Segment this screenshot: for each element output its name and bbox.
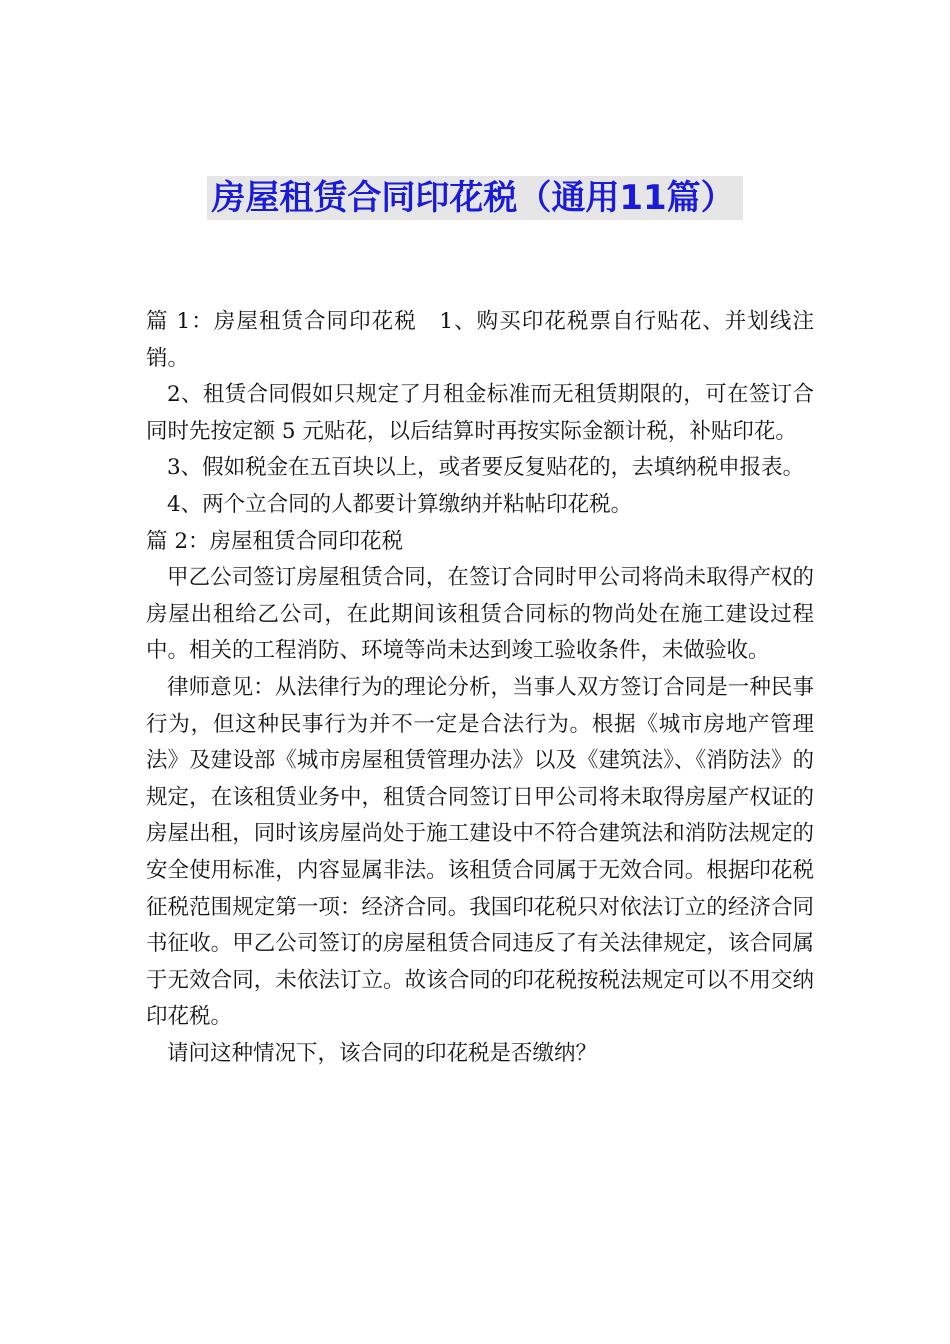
document-body bbox=[146, 304, 814, 1072]
document-title: 房屋租赁合同印花税（通用11篇） bbox=[207, 176, 742, 220]
paragraph-2: 2、租赁合同假如只规定了月租金标准而无租赁期限的，可在签订合同时先按定额 5 元贴花，以后结算时再按实际金额计税，补贴印花。 bbox=[146, 382, 814, 444]
paragraph-6: 甲乙公司签订房屋租赁合同，在签订合同时甲公司将尚未取得产权的房屋出租给乙公司，在此期间该租赁合同标的物尚处在施工建设过程中。相关的工程消防、环境等尚未达到竣工验收条件，未做验收。 bbox=[146, 565, 814, 664]
paragraph-1: 篇 1：房屋租赁合同印花税 1、购买印花税票自行贴花、并划线注销。 bbox=[146, 309, 814, 371]
section-heading-2: 篇 2：房屋租赁合同印花税 bbox=[146, 528, 404, 554]
paragraph-7: 律师意见：从法律行为的理论分析，当事人双方签订合同是一种民事行为，但这种民事行为并不一定是合法行为。根据《城市房地产管理法》及建设部《城市房屋租赁管理办法》以及《建筑法》、《消防法》的规定，在该租赁业务中，租赁合同签订日甲公司将未取得房屋产权证的房屋出租，同时该房屋尚处于施工建设中不符合建筑法和消防法规定的安全使用标准，内容显属非法。该租赁合同属于无效合同。根据印花税征税范围规定第一项：经济合同。我国印花税只对依法订立的经济合同书征收。甲乙公司签订的房屋租赁合同违反了有关法律规定，该合同属于无效合同，未依法订立。故该合同的印花税按税法规定可以不用交纳印花税。 bbox=[146, 674, 814, 1030]
paragraph-3: 3、假如税金在五百块以上，或者要反复贴花的，去填纳税申报表。 bbox=[167, 455, 805, 481]
paragraph-4: 4、两个立合同的人都要计算缴纳并粘帖印花税。 bbox=[167, 491, 633, 517]
paragraph-8: 请问这种情况下，该合同的印花税是否缴纳？ bbox=[167, 1040, 598, 1066]
title-container bbox=[0, 176, 950, 220]
